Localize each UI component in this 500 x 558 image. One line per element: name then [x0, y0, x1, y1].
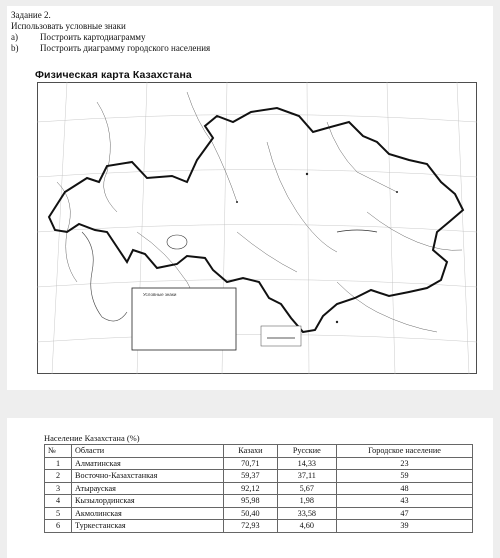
legend-inset-box	[132, 288, 236, 350]
cell-russians: 33,58	[277, 507, 336, 520]
task-item-text: Построить диаграмму городского населения	[40, 43, 211, 53]
map-title: Физическая карта Казахстана	[35, 69, 192, 81]
header-region: Области	[72, 445, 224, 458]
cell-urban: 39	[337, 520, 473, 533]
cell-kazakhs: 50,40	[224, 507, 277, 520]
table-row	[45, 520, 473, 533]
task-title: Задание 2.	[11, 10, 51, 20]
kazakhstan-outline-map	[37, 82, 477, 374]
cell-russians: 4,60	[277, 520, 336, 533]
cell-number: 3	[45, 482, 72, 495]
header-kazakhs: Казахи	[224, 445, 277, 458]
task-instruction: Использовать условные знаки	[11, 21, 126, 31]
cell-number: 2	[45, 470, 72, 483]
cell-region: Акмолинская	[72, 507, 224, 520]
task-item-b	[11, 43, 210, 54]
table-header-row	[45, 445, 473, 458]
cell-russians: 14,33	[277, 457, 336, 470]
cell-number: 6	[45, 520, 72, 533]
cell-number: 1	[45, 457, 72, 470]
cell-urban: 23	[337, 457, 473, 470]
cell-region: Алматинская	[72, 457, 224, 470]
table-row	[45, 457, 473, 470]
cell-region: Восточно-Казахстанкая	[72, 470, 224, 483]
header-urban: Городское население	[337, 445, 473, 458]
task-item-marker: b)	[11, 43, 19, 53]
cell-russians: 1,98	[277, 495, 336, 508]
cell-number: 4	[45, 495, 72, 508]
cell-urban: 43	[337, 495, 473, 508]
task-item-marker: a)	[11, 32, 18, 42]
task-item-text: Построить картодиаграмму	[40, 32, 146, 42]
table-row	[45, 470, 473, 483]
cell-russians: 5,67	[277, 482, 336, 495]
cell-number: 5	[45, 507, 72, 520]
task-block	[11, 10, 210, 54]
cell-region: Туркестанская	[72, 520, 224, 533]
cell-kazakhs: 92,12	[224, 482, 277, 495]
cell-urban: 48	[337, 482, 473, 495]
table-page	[7, 418, 493, 558]
cell-russians: 37,11	[277, 470, 336, 483]
cell-region: Атырауская	[72, 482, 224, 495]
cell-kazakhs: 59,37	[224, 470, 277, 483]
task-item-a	[11, 32, 210, 43]
legend-inset-label: Условные знаки	[143, 292, 177, 297]
header-russians: Русские	[277, 445, 336, 458]
header-number: №	[45, 445, 72, 458]
cell-kazakhs: 70,71	[224, 457, 277, 470]
cell-kazakhs: 95,98	[224, 495, 277, 508]
scale-box	[261, 326, 301, 346]
cell-kazakhs: 72,93	[224, 520, 277, 533]
population-table	[44, 444, 473, 533]
cell-urban: 47	[337, 507, 473, 520]
cell-urban: 59	[337, 470, 473, 483]
cell-region: Кызылординская	[72, 495, 224, 508]
table-row	[45, 507, 473, 520]
table-row	[45, 495, 473, 508]
table-title: Население Казахстана (%)	[44, 433, 140, 443]
table-row	[45, 482, 473, 495]
worksheet-page	[7, 6, 493, 390]
